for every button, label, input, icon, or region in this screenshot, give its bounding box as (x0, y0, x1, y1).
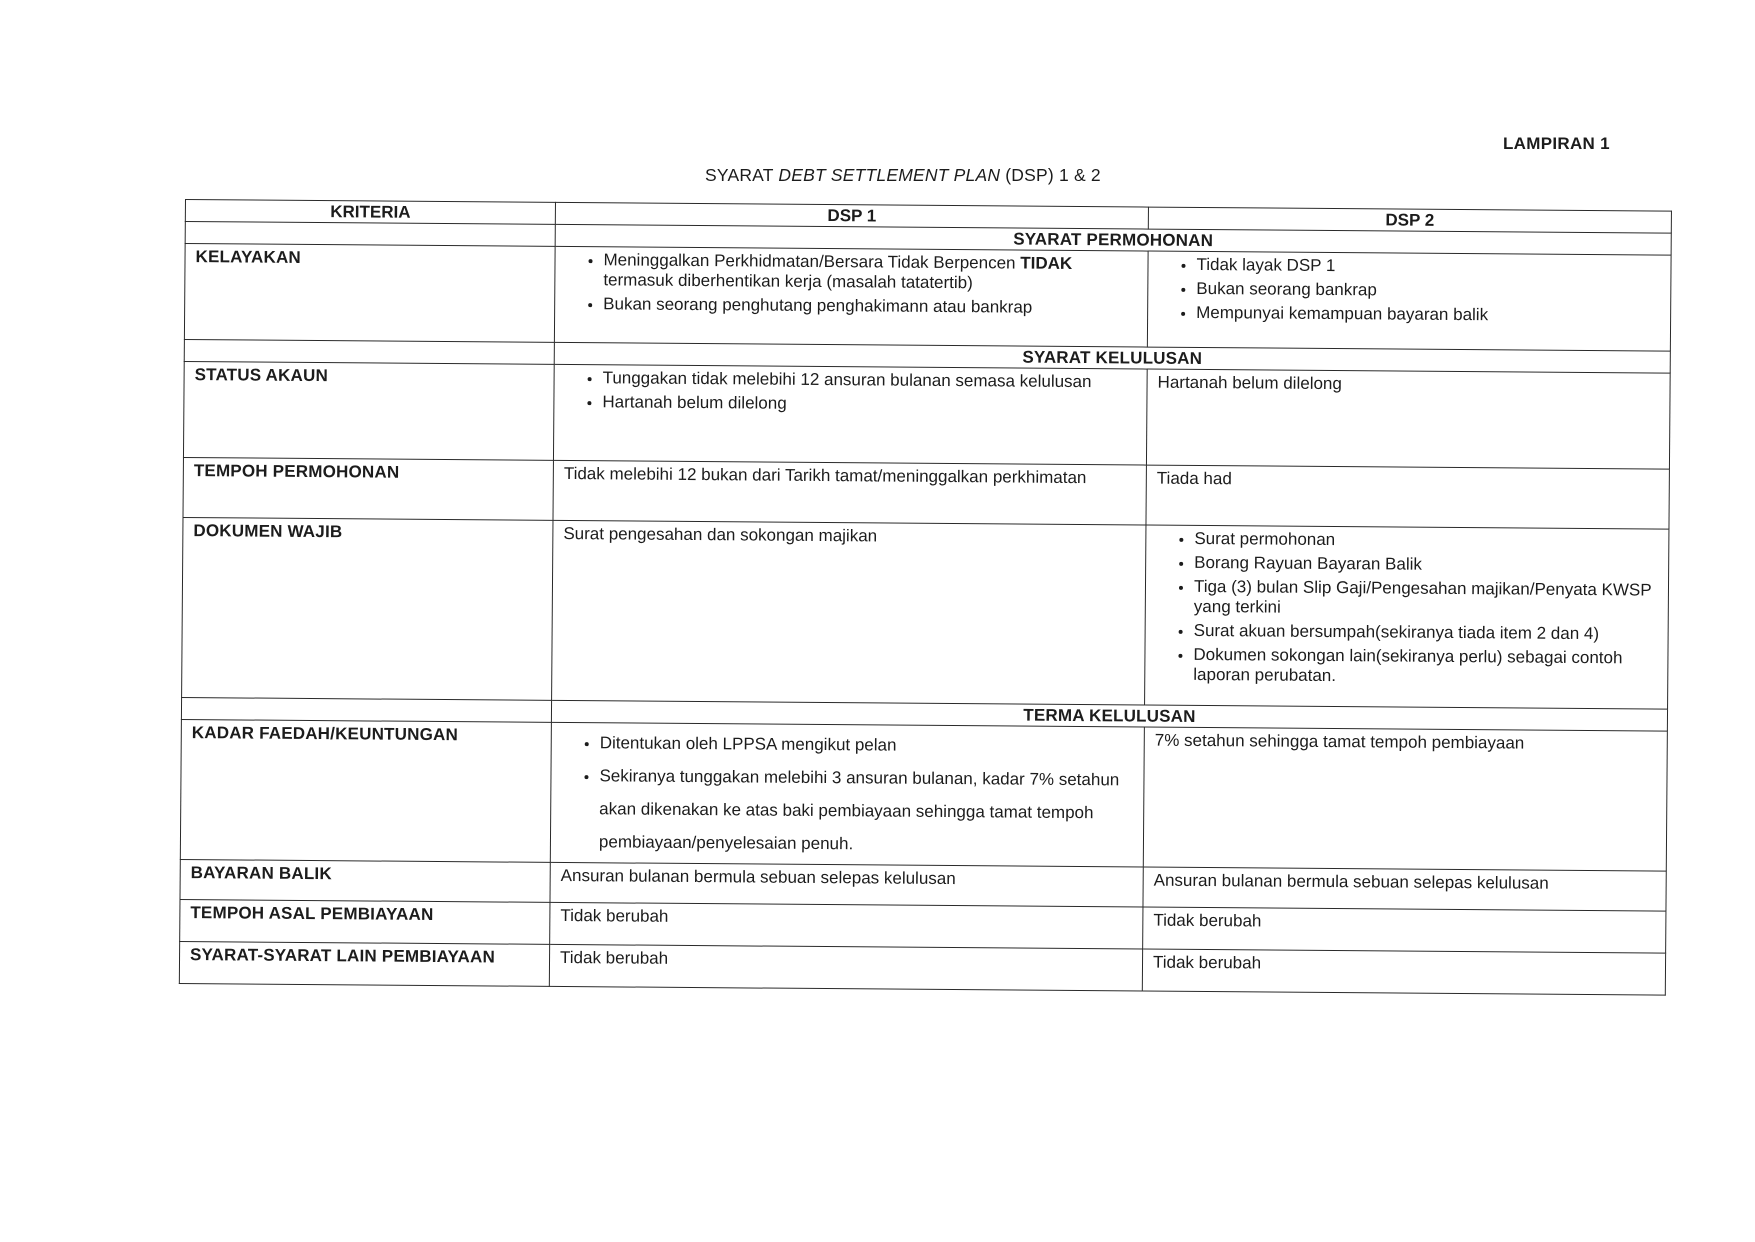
title-suffix: (DSP) 1 & 2 (1000, 165, 1101, 185)
criteria-table (179, 199, 1672, 996)
list-item: • Meninggalkan Perkhidmatan/Bersara Tidak Berpencen TIDAK termasuk diberhentikan kerja (masalah tatatertib) (603, 250, 1137, 294)
tempoh-permohonan-dsp1: Tidak melebihi 12 bukan dari Tarikh tamat/meninggalkan perkhimatan (553, 460, 1146, 525)
kadar-faedah-dsp1 (550, 722, 1144, 867)
section-syarat-kelulusan: SYARAT KELULUSAN (554, 342, 1670, 373)
criteria-table-wrapper (179, 199, 1672, 996)
list-item: • Sekiranya tunggakan melebihi 3 ansuran bulanan, kadar 7% setahun akan dikenakan ke atas baki pembiayaan sehingga tamat tempoh pembiayaan/penyelesaian penuh. (599, 759, 1134, 862)
header-dsp1: DSP 1 (555, 202, 1148, 229)
header-kriteria: KRITERIA (185, 200, 555, 225)
list-item: • Tiga (3) bulan Slip Gaji/Pengesahan majikan/Penyata KWSP yang terkini (1194, 577, 1658, 621)
criteria-tempoh-asal: TEMPOH ASAL PEMBIAYAAN (180, 899, 550, 944)
tempoh-asal-dsp2: Tidak berubah (1143, 907, 1666, 953)
annex-label: LAMPIRAN 1 (1503, 134, 1610, 153)
list-item: • Bukan seorang bankrap (1196, 279, 1660, 303)
bayaran-balik-dsp2: Ansuran bulanan bermula sebuan selepas kelulusan (1143, 867, 1666, 911)
list-item: • Mempunyai kemampuan bayaran balik (1196, 303, 1660, 327)
list-item: • Hartanah belum dilelong (602, 392, 1136, 416)
criteria-kadar-faedah: KADAR FAEDAH/KEUNTUNGAN (180, 719, 551, 862)
title-prefix: SYARAT (705, 165, 779, 185)
status-akaun-dsp1 (553, 364, 1147, 465)
header-dsp2: DSP 2 (1148, 207, 1671, 233)
table-row (183, 361, 1670, 469)
dokumen-wajib-dsp2 (1145, 525, 1669, 709)
list-item: • Borang Rayuan Bayaran Balik (1194, 553, 1658, 577)
list-item: • Bukan seorang penghutang penghakimann atau bankrap (603, 294, 1137, 318)
criteria-bayaran-balik: BAYARAN BALIK (180, 859, 550, 902)
section-syarat-permohonan: SYARAT PERMOHONAN (555, 224, 1671, 255)
tempoh-asal-dsp1: Tidak berubah (550, 902, 1143, 949)
bayaran-balik-dsp1: Ansuran bulanan bermula sebuan selepas kelulusan (550, 862, 1143, 907)
criteria-tempoh-permohonan: TEMPOH PERMOHONAN (183, 457, 553, 520)
list-item: • Tunggakan tidak melebihi 12 ansuran bulanan semasa kelulusan (603, 368, 1137, 392)
list-item: • Surat akuan bersumpah(sekiranya tiada item 2 dan 4) (1194, 621, 1658, 645)
list-item: • Tidak layak DSP 1 (1196, 255, 1660, 279)
table-row (180, 719, 1667, 871)
list-item: • Surat permohonan (1194, 529, 1658, 553)
list-item: • Ditentukan oleh LPPSA mengikut pelan (600, 726, 1134, 763)
table-row (182, 517, 1669, 709)
tempoh-permohonan-dsp2: Tiada had (1146, 465, 1669, 529)
syarat-lain-dsp1: Tidak berubah (549, 944, 1142, 991)
criteria-dokumen-wajib: DOKUMEN WAJIB (182, 517, 553, 700)
section-terma-kelulusan: TERMA KELULUSAN (551, 700, 1667, 731)
dokumen-wajib-dsp1: Surat pengesahan dan sokongan majikan (552, 520, 1146, 705)
document-title (705, 165, 1101, 186)
criteria-syarat-lain: SYARAT-SYARAT LAIN PEMBIAYAAN (179, 941, 549, 986)
title-italic: DEBT SETTLEMENT PLAN (778, 165, 1001, 185)
kadar-faedah-dsp2: 7% setahun sehingga tamat tempoh pembiayaan (1143, 727, 1667, 871)
list-item: • Dokumen sokongan lain(sekiranya perlu) sebagai contoh laporan perubatan. (1193, 645, 1657, 689)
syarat-lain-dsp2: Tidak berubah (1142, 949, 1665, 995)
criteria-kelayakan: KELAYAKAN (184, 244, 555, 343)
kelayakan-dsp2 (1147, 251, 1671, 351)
status-akaun-dsp2: Hartanah belum dilelong (1146, 369, 1670, 469)
kelayakan-dsp1 (554, 246, 1148, 347)
table-row (184, 244, 1671, 352)
criteria-status-akaun: STATUS AKAUN (183, 361, 554, 460)
